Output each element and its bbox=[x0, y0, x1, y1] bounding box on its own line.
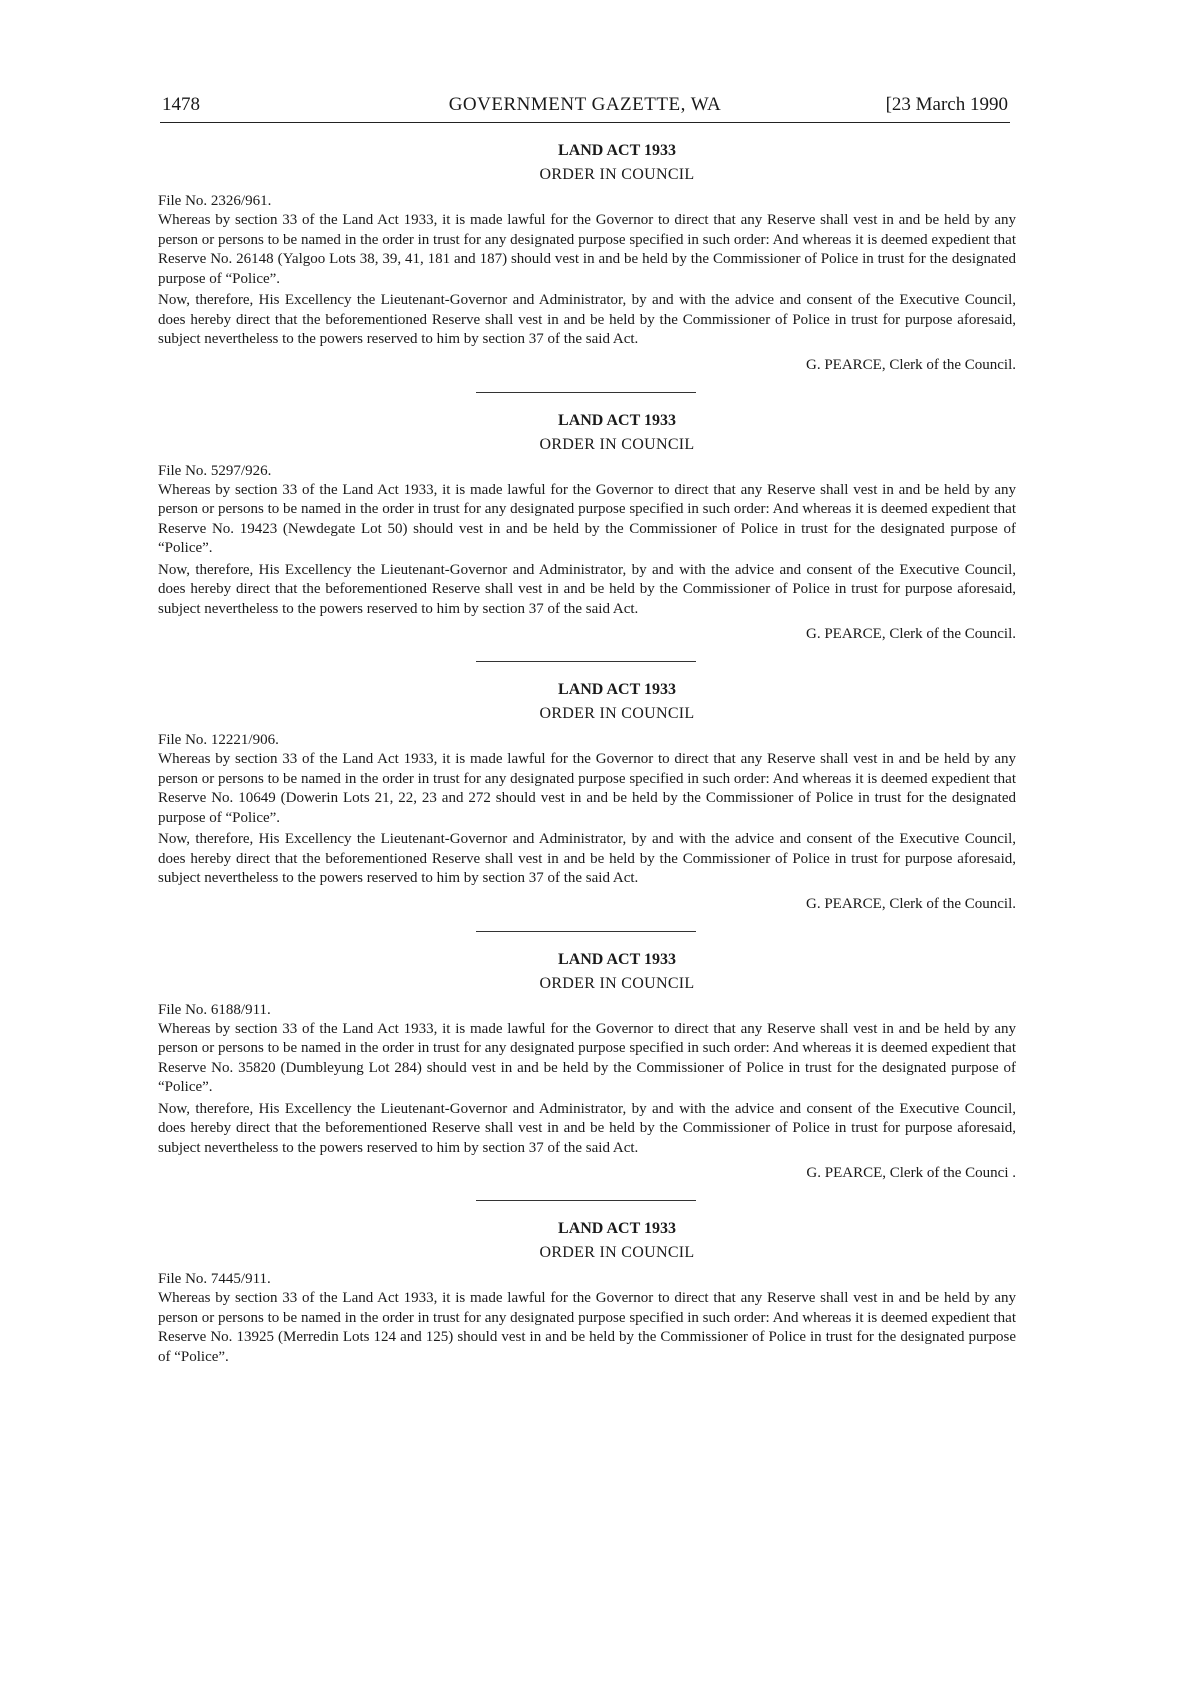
whereas-paragraph: Whereas by section 33 of the Land Act 1933, it is made lawful for the Governor to direct that any Reserve shall vest in and be held by any person or persons to be named in the order in trust for any designated purpose specified in such order: And whereas it is deemed expedient that Reserve No. 19423 (Newdegate Lot 50) should vest in and be held by the Commissioner of Police in trust for the designated purpose of “Police”. bbox=[158, 481, 1016, 556]
signature: G. PEARCE, Clerk of the Council. bbox=[806, 895, 1016, 912]
order-title: ORDER IN COUNCIL bbox=[539, 435, 695, 453]
order-title: ORDER IN COUNCIL bbox=[539, 705, 695, 722]
whereas-paragraph: Whereas by section 33 of the Land Act 1933, it is made lawful for the Governor to direct that any Reserve shall vest in and be held by any person or persons to be named in the order in trust for any designated purpose specified in such order: And whereas it is deemed expedient that Reserve No. 13925 (Merredin Lots 124 and 125) should vest in and be held by the Commissioner of Police in trust for the designated purpose of “Police”. bbox=[158, 1290, 1016, 1365]
separator-rule bbox=[476, 931, 696, 932]
order-title: ORDER IN COUNCIL bbox=[539, 974, 695, 992]
act-title: LAND ACT 1933 bbox=[558, 950, 676, 968]
gazette-title: GOVERNMENT GAZETTE, WA bbox=[448, 94, 722, 115]
issue-date: [23 March 1990 bbox=[885, 94, 1008, 115]
whereas-paragraph: Whereas by section 33 of the Land Act 1933, it is made lawful for the Governor to direct that any Reserve shall vest in and be held by any person or persons to be named in the order in trust for any designated purpose specified in such order: And whereas it is deemed expedient that Reserve No. 35820 (Dumbleyung Lot 284) should vest in and be held by the Commissioner of Police in trust for the designated purpose of “Police”. bbox=[158, 1020, 1016, 1095]
file-number: File No. 2326/961. bbox=[158, 193, 272, 209]
act-title: LAND ACT 1933 bbox=[558, 142, 676, 159]
notice bbox=[158, 139, 1016, 376]
direction-paragraph: Now, therefore, His Excellency the Lieutenant-Governor and Administrator, by and with the advice and consent of the Executive Council, does hereby direct that the beforementioned Reserve shall vest in and be held by the Commissioner of Police in trust for purpose aforesaid, subject nevertheless to the powers reserved to him by section 37 of the said Act. bbox=[158, 831, 1016, 886]
direction-paragraph: Now, therefore, His Excellency the Lieutenant-Governor and Administrator, by and with the advice and consent of the Executive Council, does hereby direct that the beforementioned Reserve shall vest in and be held by the Commissioner of Police in trust for purpose aforesaid, subject nevertheless to the powers reserved to him by section 37 of the said Act. bbox=[158, 561, 1016, 617]
whereas-paragraph: Whereas by section 33 of the Land Act 1933, it is made lawful for the Governor to direct that any Reserve shall vest in and be held by any person or persons to be named in the order in trust for any designated purpose specified in such order: And whereas it is deemed expedient that Reserve No. 26148 (Yalgoo Lots 38, 39, 41, 181 and 187) should vest in and be held by the Commissioner of Police in trust for the designated purpose of “Police”. bbox=[158, 212, 1016, 287]
notice bbox=[158, 948, 1016, 1185]
act-title: LAND ACT 1933 bbox=[558, 411, 676, 429]
page-content bbox=[158, 139, 1016, 1369]
notice bbox=[158, 409, 1016, 646]
separator-rule bbox=[476, 661, 696, 662]
signature: G. PEARCE, Clerk of the Council. bbox=[806, 626, 1016, 642]
act-title: LAND ACT 1933 bbox=[558, 1220, 676, 1237]
signature: G. PEARCE, Clerk of the Counci . bbox=[806, 1165, 1016, 1181]
whereas-paragraph: Whereas by section 33 of the Land Act 1933, it is made lawful for the Governor to direct that any Reserve shall vest in and be held by any person or persons to be named in the order in trust for any designated purpose specified in such order: And whereas it is deemed expedient that Reserve No. 10649 (Dowerin Lots 21, 22, 23 and 272 should vest in and be held by the Commissioner of Police in trust for the designated purpose of “Police”. bbox=[158, 751, 1016, 826]
separator-rule bbox=[476, 392, 696, 393]
page-header bbox=[160, 92, 1010, 123]
act-title: LAND ACT 1933 bbox=[558, 681, 676, 698]
signature: G. PEARCE, Clerk of the Council. bbox=[806, 356, 1016, 373]
order-title: ORDER IN COUNCIL bbox=[539, 166, 695, 183]
notice bbox=[158, 678, 1016, 915]
order-title: ORDER IN COUNCIL bbox=[539, 1244, 695, 1261]
file-number: File No. 6188/911. bbox=[158, 1001, 271, 1018]
notice bbox=[158, 1217, 1016, 1367]
page-number: 1478 bbox=[162, 94, 200, 115]
file-number: File No. 7445/911. bbox=[158, 1271, 271, 1287]
file-number: File No. 5297/926. bbox=[158, 462, 272, 479]
file-number: File No. 12221/906. bbox=[158, 732, 279, 748]
direction-paragraph: Now, therefore, His Excellency the Lieutenant-Governor and Administrator, by and with the advice and consent of the Executive Council, does hereby direct that the beforementioned Reserve shall vest in and be held by the Commissioner of Police in trust for purpose aforesaid, subject nevertheless to the powers reserved to him by section 37 of the said Act. bbox=[158, 292, 1016, 347]
separator-rule bbox=[476, 1200, 696, 1201]
direction-paragraph: Now, therefore, His Excellency the Lieutenant-Governor and Administrator, by and with the advice and consent of the Executive Council, does hereby direct that the beforementioned Reserve shall vest in and be held by the Commissioner of Police in trust for purpose aforesaid, subject nevertheless to the powers reserved to him by section 37 of the said Act. bbox=[158, 1100, 1016, 1156]
